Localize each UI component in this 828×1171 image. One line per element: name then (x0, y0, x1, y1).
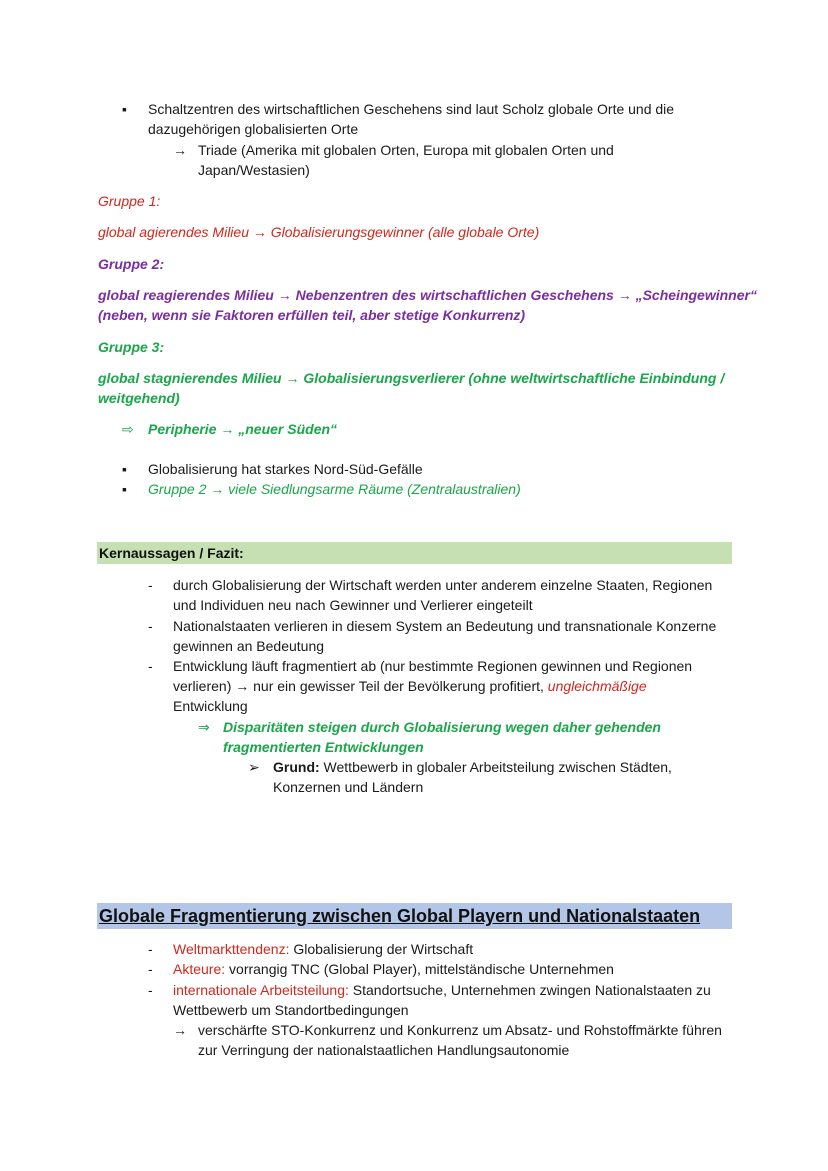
disparitaeten-line2: fragmentierten Entwicklungen (223, 739, 424, 755)
kern-item3-line2-text: verlieren) → nur ein gewisser Teil der Bevölkerung profitiert, (173, 678, 548, 694)
frag-item2-label: Akteure: (173, 961, 226, 977)
list-dash: - (148, 577, 153, 593)
kern-item2-line2: gewinnen an Bedeutung (173, 638, 325, 654)
bullet-nord-sued: Globalisierung hat starkes Nord-Süd-Gefälle (148, 461, 423, 477)
ungleichmaessige-text: ungleichmäßige (547, 678, 647, 694)
gruppe2-text-line1: global reagierendes Milieu → Nebenzentren des wirtschaftlichen Geschehens → „Scheingewinner“ (98, 287, 757, 303)
gruppe2-label: Gruppe 2: (98, 256, 165, 272)
gruppe3-text-line2: weitgehend) (98, 390, 180, 406)
bullet-dot: ▪ (122, 101, 127, 117)
frag-sub-line1: verschärfte STO-Konkurrenz und Konkurrenz um Absatz- und Rohstoffmärkte führen (198, 1022, 722, 1038)
gruppe1-text: global agierendes Milieu → Globalisierungsgewinner (alle globale Orte) (98, 224, 540, 240)
bullet-text-line2: dazugehörigen globalisierten Orte (148, 121, 359, 137)
kern-item3-line1: Entwicklung läuft fragmentiert ab (nur bestimmte Regionen gewinnen und Regionen (173, 658, 693, 674)
kernaussagen-heading: Kernaussagen / Fazit: (99, 545, 244, 561)
bullet-text-line1: Schaltzentren des wirtschaftlichen Geschehens sind laut Scholz globale Orte und die (148, 101, 675, 117)
frag-sub-line2: zur Verringung der nationalstaatlichen Handlungsautonomie (198, 1042, 570, 1058)
bullet-dot: ▪ (122, 461, 127, 477)
gruppe3-label: Gruppe 3: (98, 339, 165, 355)
peripherie-text: Peripherie → „neuer Süden“ (148, 421, 338, 437)
double-arrow-icon: ⇒ (198, 719, 210, 735)
bullet-dot: ▪ (122, 481, 127, 497)
gruppe2-text-line2: (neben, wenn sie Faktoren erfüllen teil, aber stetige Konkurrenz) (98, 307, 526, 323)
frag-item3-text: Standortsuche, Unternehmen zwingen Nationalstaaten zu (348, 982, 711, 998)
grund-label: Grund: (273, 759, 320, 775)
gruppe3-text-line1: global stagnierendes Milieu → Globalisierungsverlierer (ohne weltwirtschaftliche Einbindung / (98, 370, 725, 386)
grund-line1 (273, 757, 672, 777)
list-dash: - (148, 658, 153, 674)
sub-text-line2: Japan/Westasien) (198, 162, 310, 178)
list-dash: - (148, 982, 153, 998)
list-dash: - (148, 618, 153, 634)
grund-line2: Konzernen und Ländern (273, 779, 424, 795)
disparitaeten-line1: Disparitäten steigen durch Globalisierung wegen daher gehenden (223, 719, 661, 735)
sub-arrow: → (173, 142, 187, 158)
sub-arrow: → (173, 1022, 187, 1038)
kern-item1-line2: und Individuen neu nach Gewinner und Verlierer eingeteilt (173, 597, 533, 613)
frag-item1-text: Globalisierung der Wirtschaft (289, 941, 474, 957)
kern-item3-line3: Entwicklung (173, 698, 248, 714)
kern-item1-line1: durch Globalisierung der Wirtschaft werden unter anderem einzelne Staaten, Regionen (173, 577, 713, 593)
frag-item2-text: vorrangig TNC (Global Player), mittelständische Unternehmen (225, 961, 614, 977)
frag-item3 (173, 980, 711, 1000)
frag-item1-label: Weltmarkttendenz: (173, 941, 290, 957)
sub-text-line1: Triade (Amerika mit globalen Orten, Europa mit globalen Orten und (198, 142, 614, 158)
bullet-gruppe2: Gruppe 2 → viele Siedlungsarme Räume (Zentralaustralien) (148, 481, 521, 497)
frag-item2 (173, 959, 614, 979)
outline-arrow-icon: ⇨ (122, 421, 134, 437)
fragmentierung-heading: Globale Fragmentierung zwischen Global Playern und Nationalstaaten (99, 906, 701, 926)
frag-item3-line2: Wettbewerb um Standortbedingungen (173, 1002, 409, 1018)
gruppe1-label: Gruppe 1: (98, 193, 161, 209)
kern-item3-line2 (173, 676, 647, 696)
list-dash: - (148, 961, 153, 977)
grund-text: Wettbewerb in globaler Arbeitsteilung zwischen Städten, (319, 759, 672, 775)
list-dash: - (148, 941, 153, 957)
frag-item1 (173, 939, 473, 959)
arrowhead-bullet-icon: ➢ (248, 759, 260, 775)
kern-item2-line1: Nationalstaaten verlieren in diesem System an Bedeutung und transnationale Konzerne (173, 618, 717, 634)
frag-item3-label: internationale Arbeitsteilung: (173, 982, 349, 998)
